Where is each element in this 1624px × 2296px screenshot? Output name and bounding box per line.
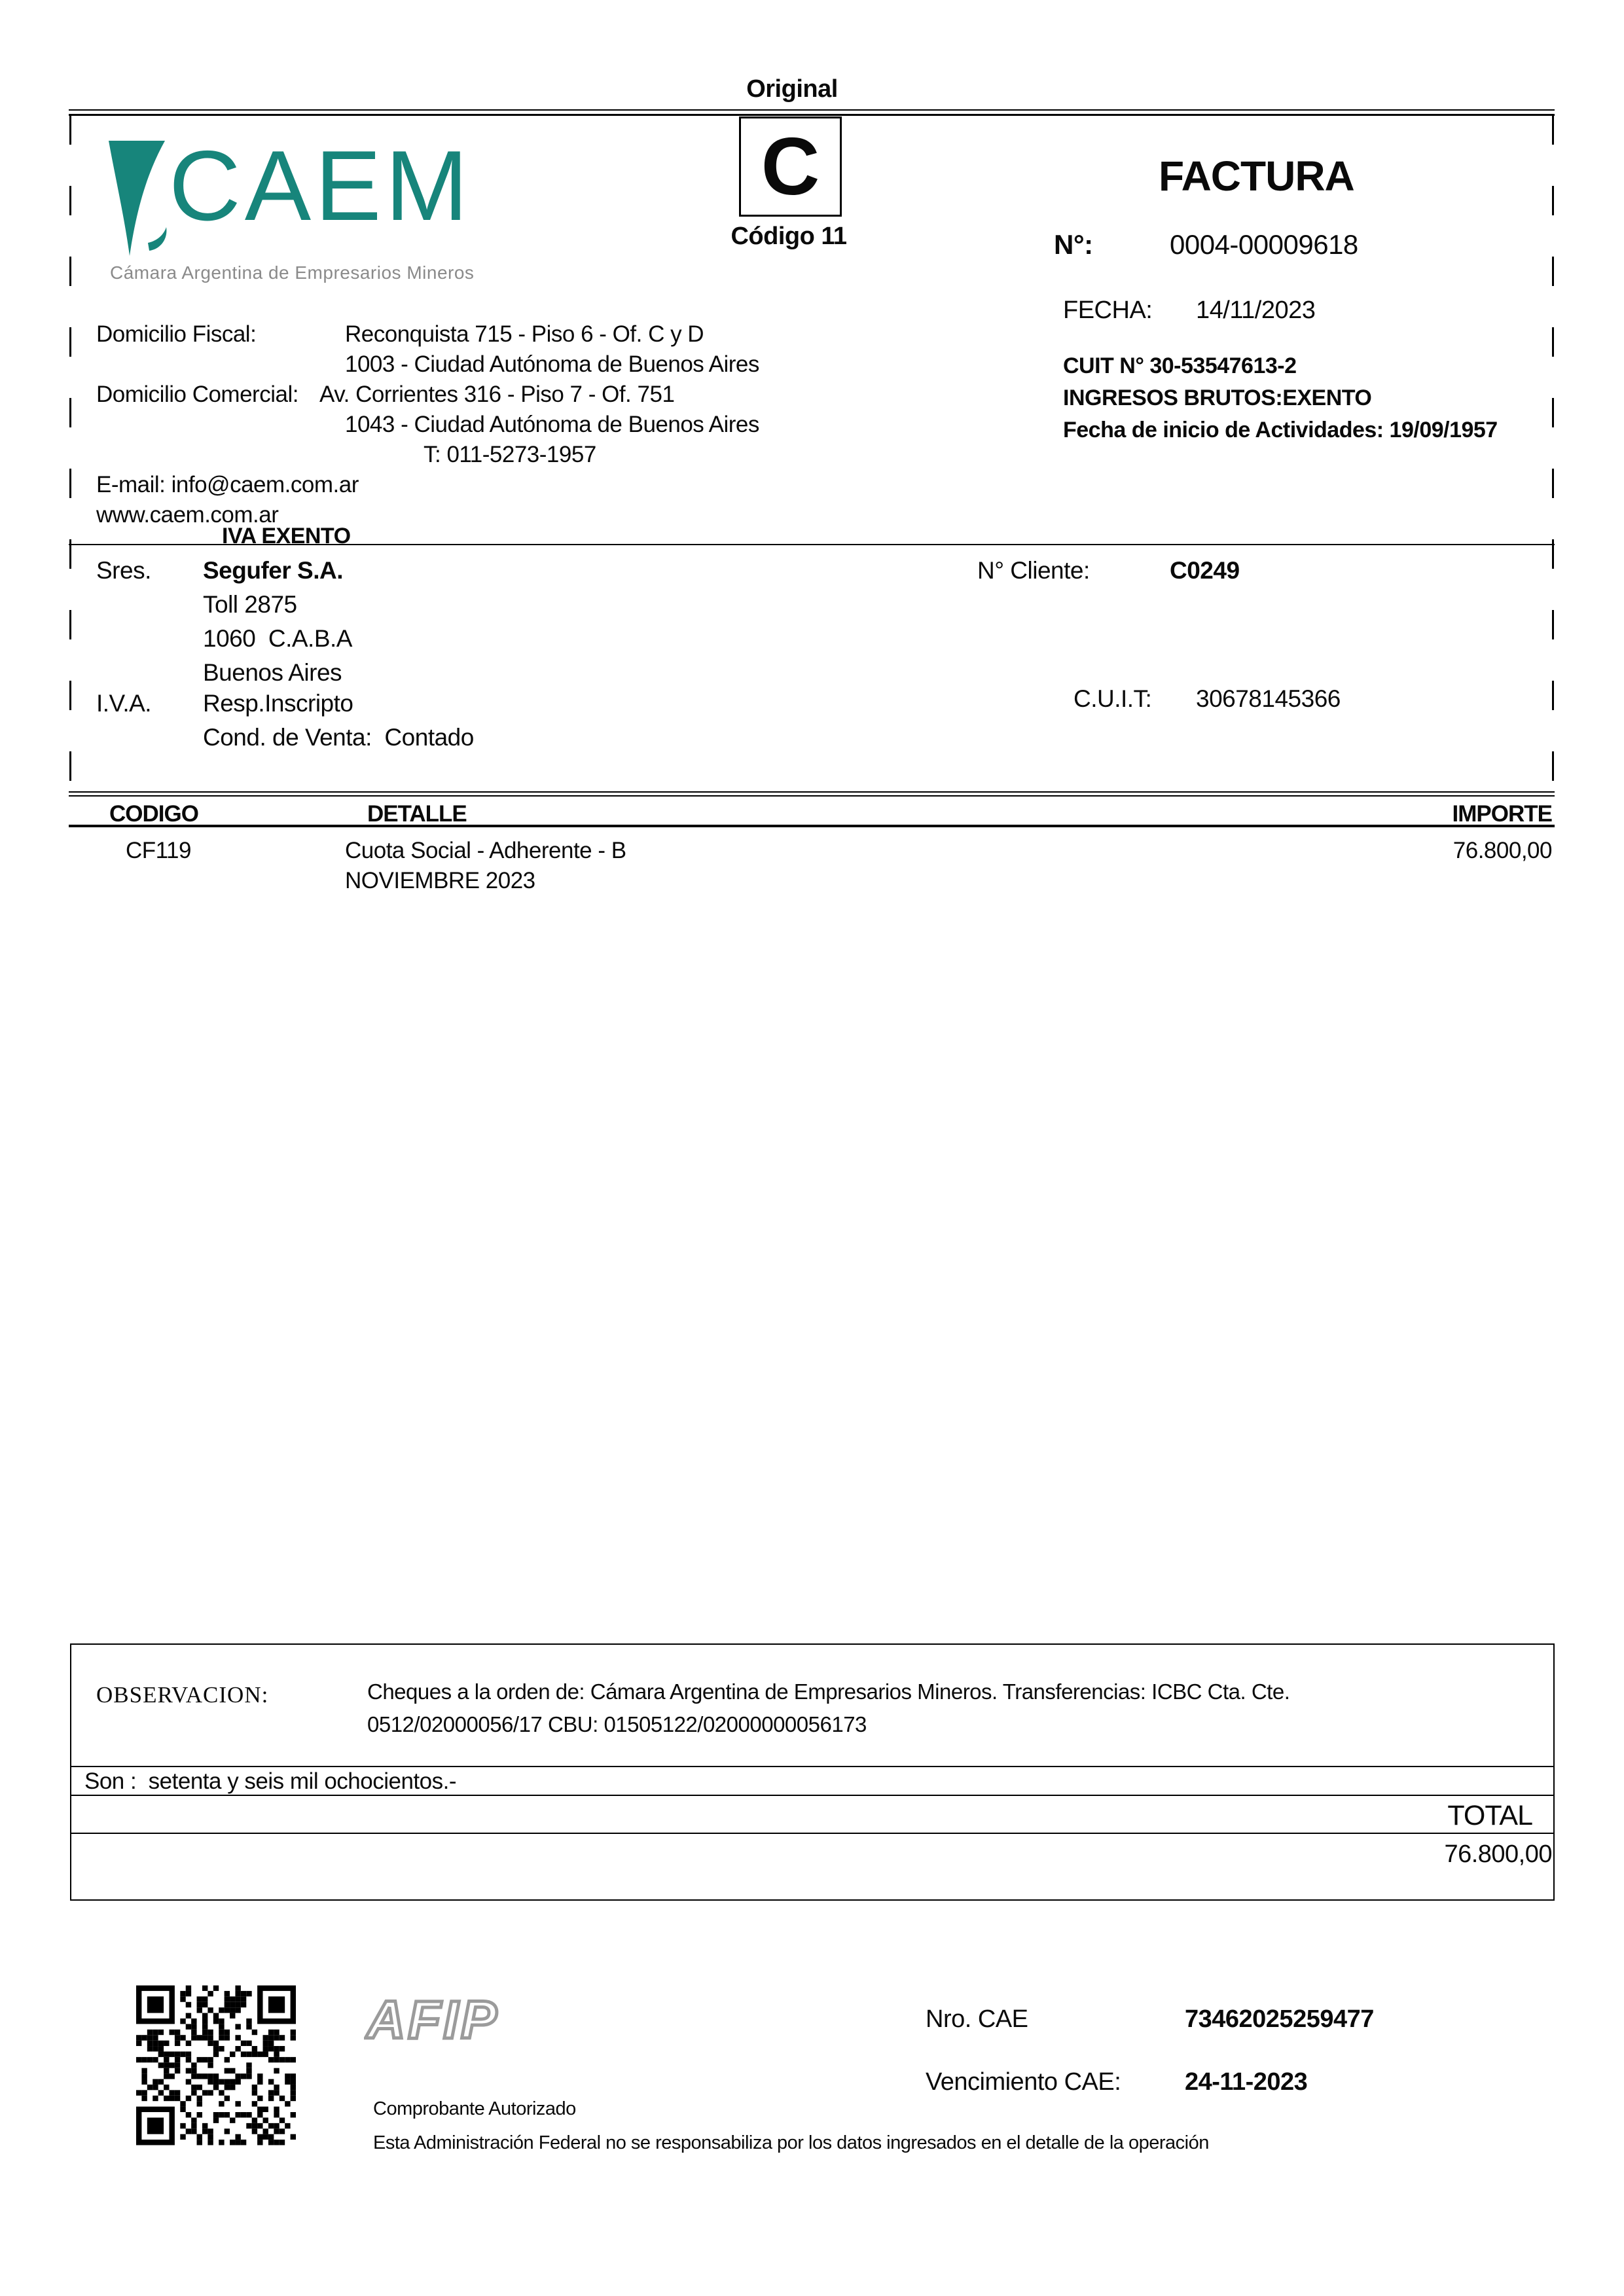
observation-line2: 0512/02000056/17 CBU: 01505122/02000000056173: [367, 1712, 867, 1736]
invoice-date-label: FECHA:: [1063, 296, 1153, 324]
company-subtitle: Cámara Argentina de Empresarios Mineros: [110, 262, 475, 283]
afip-logo-text: AFIP: [367, 1990, 499, 2050]
total-label-row: [70, 1795, 1555, 1834]
document-type-title: FACTURA: [1159, 152, 1354, 200]
invoice-letter: C: [761, 121, 820, 212]
client-section-rule: [69, 544, 1555, 545]
domicilio-fiscal-line1: Reconquista 715 - Piso 6 - Of. C y D: [345, 321, 704, 347]
client-address-line1: Toll 2875: [203, 591, 297, 618]
client-number: C0249: [1170, 557, 1240, 584]
right-dashed-border: [1552, 115, 1554, 793]
table-header-detalle: DETALLE: [367, 801, 467, 827]
observation-line1: Cheques a la orden de: Cámara Argentina de Empresarios Mineros. Transferencias: ICBC Cta. Cte.: [367, 1679, 1290, 1704]
client-cuit: 30678145366: [1196, 685, 1341, 712]
observation-label: OBSERVACION:: [96, 1682, 269, 1708]
total-amount-row: [70, 1833, 1555, 1901]
item-codigo: CF119: [126, 838, 191, 863]
client-iva-value: Resp.Inscripto: [203, 690, 353, 717]
domicilio-comercial-label: Domicilio Comercial:: [96, 382, 298, 407]
client-address-line3: Buenos Aires: [203, 659, 342, 686]
observation-box: [70, 1643, 1555, 1767]
table-header-rule: [69, 825, 1555, 827]
invoice-letter-box: [739, 117, 842, 217]
caem-logo-mark-icon: [107, 139, 173, 267]
client-address-line2: 1060 C.A.B.A: [203, 625, 352, 652]
client-cuit-label: C.U.I.T:: [1074, 685, 1152, 712]
comprobante-autorizado-label: Comprobante Autorizado: [373, 2098, 576, 2119]
domicilio-comercial-line2: 1043 - Ciudad Autónoma de Buenos Aires: [345, 412, 759, 437]
client-sres-label: Sres.: [96, 557, 151, 584]
cae-number-label: Nro. CAE: [926, 2005, 1028, 2033]
invoice-code-label: Código 11: [731, 223, 847, 250]
afip-disclaimer: Esta Administración Federal no se responsabiliza por los datos ingresados en el detalle de la operación: [373, 2132, 1209, 2153]
invoice-number-label: N°:: [1054, 229, 1093, 260]
cae-number: 73462025259477: [1185, 2005, 1374, 2033]
company-brand: CAEM: [169, 130, 473, 242]
table-header-importe: IMPORTE: [1452, 801, 1552, 827]
invoice-date: 14/11/2023: [1196, 296, 1316, 324]
item-importe: 76.800,00: [1453, 838, 1552, 863]
cae-expiry-date: 24-11-2023: [1185, 2068, 1308, 2096]
domicilio-fiscal-line2: 1003 - Ciudad Autónoma de Buenos Aires: [345, 351, 759, 377]
domicilio-fiscal-label: Domicilio Fiscal:: [96, 321, 257, 347]
afip-logo: [364, 1990, 560, 2058]
table-top-rule: [69, 791, 1555, 797]
client-name: Segufer S.A.: [203, 557, 343, 584]
client-number-label: N° Cliente:: [977, 557, 1090, 584]
client-cond-venta: Cond. de Venta: Contado: [203, 724, 474, 751]
company-logo: [98, 130, 491, 304]
qr-code: [136, 1984, 296, 2147]
issuer-inicio-actividades: Fecha de inicio de Actividades: 19/09/1957: [1063, 418, 1498, 442]
top-rule: [69, 109, 1555, 116]
cae-expiry-label: Vencimiento CAE:: [926, 2068, 1121, 2096]
issuer-website: www.caem.com.ar: [96, 502, 279, 528]
client-iva-label: I.V.A.: [96, 690, 152, 717]
amount-in-words: Son : setenta y seis mil ochocientos.-: [84, 1768, 456, 1794]
issuer-email: E-mail: info@caem.com.ar: [96, 472, 359, 497]
left-dashed-border: [69, 115, 71, 793]
total-amount: 76.800,00: [1444, 1840, 1552, 1868]
item-detalle-line1: Cuota Social - Adherente - B: [345, 838, 626, 863]
table-header-codigo: CODIGO: [109, 801, 198, 827]
issuer-cuit: CUIT N° 30-53547613-2: [1063, 353, 1297, 378]
issuer-iva-status: IVA EXENTO: [222, 524, 351, 548]
invoice-number: 0004-00009618: [1170, 229, 1358, 260]
domicilio-comercial-line1: Av. Corrientes 316 - Piso 7 - Of. 751: [319, 382, 675, 407]
issuer-phone: T: 011-5273-1957: [424, 442, 596, 467]
copy-type-label: Original: [746, 75, 838, 103]
total-label: TOTAL: [1447, 1800, 1532, 1831]
item-detalle-line2: NOVIEMBRE 2023: [345, 868, 535, 893]
issuer-ingresos-brutos: INGRESOS BRUTOS:EXENTO: [1063, 386, 1372, 410]
